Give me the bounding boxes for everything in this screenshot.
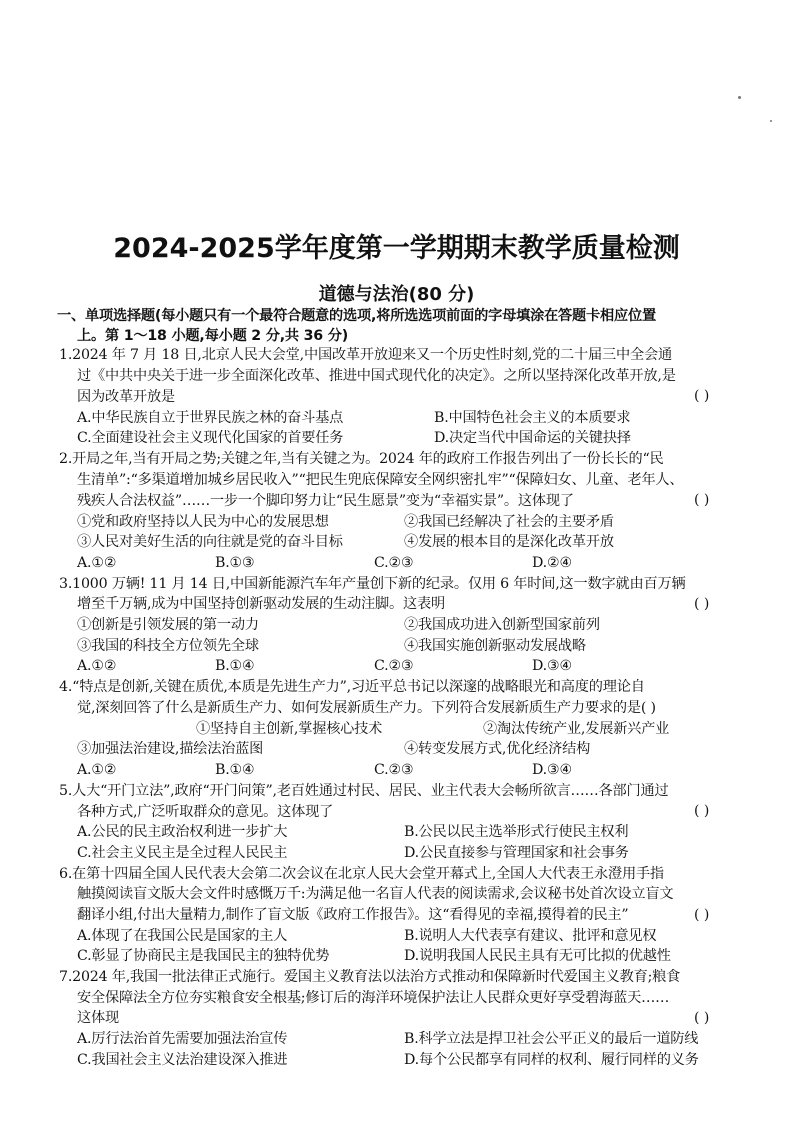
statement-2: ②我国成功进入创新型国家前列: [404, 617, 600, 633]
statement-3: ③人民对美好生活的向往就是党的奋斗目标: [77, 534, 343, 550]
question-stem-line: 生清单”:“多渠道增加城乡居民收入”“把民生兜底保障安全网织密扎牢”“保障妇女、儿童、老年人、: [77, 472, 684, 488]
question-stem-line: 翻译小组,付出大量精力,制作了盲文版《政府工作报告》。这“看得见的幸福,摸得着的民主”: [77, 907, 629, 923]
choice-d: D.③④: [532, 658, 573, 674]
option-b: B.中国特色社会主义的本质要求: [434, 410, 631, 426]
option-d: D.说明我国人民民主具有无可比拟的优越性: [404, 948, 671, 964]
choice-c: C.②③: [374, 762, 414, 778]
choice-b: B.①③: [215, 555, 255, 571]
question-stem-line: 过《中共中央关于进一步全面深化改革、推进中国式现代化的决定》。之所以坚持深化改革开放,是: [77, 368, 676, 384]
section-heading-line2: 上。第 1～18 小题,每小题 2 分,共 36 分): [77, 328, 348, 344]
question-stem-line: 1.2024 年 7 月 18 日,北京人民大会堂,中国改革开放迎来又一个历史性时刻,党的二十届三中全会通: [59, 347, 672, 363]
choice-d: D.③④: [532, 762, 573, 778]
choice-c: C.②③: [374, 658, 414, 674]
option-b: B.公民以民主选举形式行使民主权利: [404, 824, 629, 840]
answer-paren: ( ): [694, 596, 710, 612]
option-d: D.决定当代中国命运的关键抉择: [434, 430, 631, 446]
question-stem-line: 4.“特点是创新,关键在质优,本质是先进生产力”,习近平总书记以深邃的战略眼光和高度的理论自: [59, 679, 645, 695]
question-stem-line: 觉,深刻回答了什么是新质生产力、如何发展新质生产力。下列符合发展新质生产力要求的是( ): [77, 700, 656, 716]
answer-paren: ( ): [694, 803, 710, 819]
statement-4: ④发展的根本目的是深化改革开放: [404, 534, 614, 550]
choice-d: D.②④: [532, 555, 573, 571]
choice-b: B.①④: [215, 658, 255, 674]
choice-b: B.①④: [215, 762, 255, 778]
question-stem-line: 5.人大“开门立法”,政府“开门问策”,老百姓通过村民、居民、业主代表大会畅所欲言……各部门通过: [59, 783, 669, 799]
option-a: A.中华民族自立于世界民族之林的奋斗基点: [77, 410, 344, 426]
question-stem-line: 触摸阅读盲文版大会文件时感慨万千:为满足他一名盲人代表的阅读需求,会议秘书处首次设立盲文: [77, 886, 674, 902]
scan-speck: [770, 120, 772, 122]
option-c: C.全面建设社会主义现代化国家的首要任务: [77, 430, 344, 446]
statement-1: ①坚持自主创新,掌握核心技术: [196, 721, 383, 737]
choice-a: A.①②: [77, 658, 117, 674]
question-stem-line: 3.1000 万辆! 11 月 14 日,中国新能源汽车年产量创下新的纪录。仅用 6 年时间,这一数字就由百万辆: [59, 576, 686, 592]
exam-subject: 道德与法治(80 分): [318, 284, 475, 305]
option-d: D.每个公民都享有同样的权利、履行同样的义务: [404, 1052, 699, 1068]
option-a: A.公民的民主政治权利进一步扩大: [77, 824, 288, 840]
answer-paren: ( ): [694, 492, 710, 508]
answer-paren: ( ): [694, 1010, 710, 1026]
option-a: A.体现了在我国公民是国家的主人: [77, 928, 288, 944]
question-stem-line: 因为改革开放是: [77, 389, 175, 405]
statement-3: ③加强法治建设,描绘法治蓝图: [77, 741, 264, 757]
option-b: B.科学立法是捍卫社会公平正义的最后一道防线: [404, 1031, 699, 1047]
scan-speck: [738, 96, 741, 99]
statement-4: ④转变发展方式,优化经济结构: [404, 741, 591, 757]
statement-2: ②淘汰传统产业,发展新兴产业: [483, 721, 670, 737]
choice-a: A.①②: [77, 555, 117, 571]
option-d: D.公民直接参与管理国家和社会事务: [404, 845, 629, 861]
section-heading-line1: 一、单项选择题(每小题只有一个最符合题意的选项,将所选选项前面的字母填涂在答题卡相应位置: [57, 308, 656, 324]
question-stem-line: 2.开局之年,当有开局之势;关键之年,当有关键之为。2024 年的政府工作报告列出了一份长长的“民: [59, 451, 664, 467]
question-stem-line: 增至千万辆,成为中国坚持创新驱动发展的生动注脚。这表明: [77, 596, 445, 612]
question-stem-line: 残疾人合法权益”……一步一个脚印努力让“民生愿景”变为“幸福实景”。这体现了: [77, 493, 574, 509]
option-b: B.说明人大代表享有建议、批评和意见权: [404, 928, 657, 944]
question-stem-line: 7.2024 年,我国一批法律正式施行。爱国主义教育法以法治方式推动和保障新时代爱国主义教育;粮食: [59, 969, 681, 985]
statement-1: ①党和政府坚持以人民为中心的发展思想: [77, 514, 329, 530]
answer-paren: ( ): [694, 907, 710, 923]
question-stem-line: 安全保障法全方位夯实粮食安全根基;修订后的海洋环境保护法让人民群众更好享受碧海蓝天……: [77, 990, 670, 1006]
statement-4: ④我国实施创新驱动发展战略: [404, 638, 586, 654]
option-a: A.厉行法治首先需要加强法治宣传: [77, 1031, 288, 1047]
answer-paren: ( ): [694, 388, 710, 404]
option-c: C.彰显了协商民主是我国民主的独特优势: [77, 948, 330, 964]
option-c: C.社会主义民主是全过程人民民主: [77, 845, 288, 861]
question-stem-line: 这体现: [77, 1010, 119, 1026]
choice-a: A.①②: [77, 762, 117, 778]
question-stem-line: 6.在第十四届全国人民代表大会第二次会议在北京人民大会堂开幕式上,全国人大代表王永澄用手指: [59, 866, 664, 882]
choice-c: C.②③: [374, 555, 414, 571]
exam-title: 2024-2025学年度第一学期期末教学质量检测: [113, 233, 680, 264]
statement-3: ③我国的科技全方位领先全球: [77, 638, 259, 654]
question-stem-line: 各种方式,广泛听取群众的意见。这体现了: [77, 804, 334, 820]
option-c: C.我国社会主义法治建设深入推进: [77, 1052, 288, 1068]
statement-1: ①创新是引领发展的第一动力: [77, 617, 259, 633]
statement-2: ②我国已经解决了社会的主要矛盾: [404, 514, 614, 530]
